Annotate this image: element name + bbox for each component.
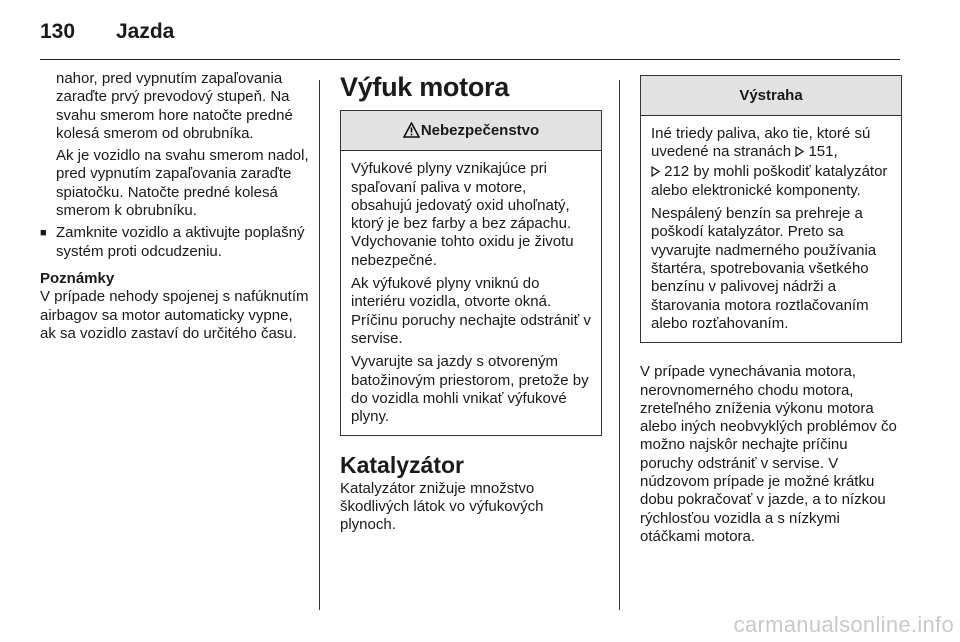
danger-box-title: Nebezpečenstvo <box>420 122 540 140</box>
page-reference-link[interactable]: 212 by mohli poškodiť <box>664 162 811 180</box>
warning-text: katalyzátor alebo elektronické komponenty. <box>651 162 888 199</box>
watermark: carmanualsonline.info <box>733 612 954 637</box>
warning-box <box>640 75 902 343</box>
page-reference-link[interactable]: 151, <box>808 143 838 161</box>
paragraph-downhill: Ak je vozidlo na svahu smerom nadol, pred vypnutím zapaľovania zaraďte spiatočku. Natočte predné kolesá smerom k obrubníku. <box>56 147 309 220</box>
column-divider <box>619 80 620 610</box>
warning-text: Iné triedy paliva, ako tie, ktoré sú uvedené na stranách <box>651 125 871 161</box>
column-divider <box>319 80 320 610</box>
list-item <box>40 224 310 261</box>
section-title: Výfuk motora <box>340 72 509 102</box>
note-body: V prípade nehody spojenej s nafúknutím airbagov sa motor automaticky vypne, ak sa vozidlo zastaví do určitého času. <box>40 288 309 342</box>
danger-paragraph: Vyvarujte sa jazdy s otvoreným batožinovým priestorom, pretože by do vozidla mohli vnikať výfukové plyny. <box>351 353 589 426</box>
page-header <box>40 20 900 60</box>
page-reference-arrow-icon <box>651 164 660 182</box>
danger-paragraph: Výfukové plyny vznikajúce pri spaľovaní paliva v motore, obsahujú jedovatý oxid uhoľnatý, ktorý je bez farby a bez zápachu. Vdychovanie tohto oxidu je životu nebezpečné. <box>351 160 574 269</box>
warning-paragraph <box>651 125 891 200</box>
warning-triangle-icon <box>403 114 420 153</box>
danger-box-body <box>341 151 601 435</box>
subsection-title: Katalyzátor <box>340 452 464 479</box>
warning-box-header: Výstraha <box>641 76 901 116</box>
paragraph-uphill: nahor, pred vypnutím zapaľovania zaraďte prvý prevodový stupeň. Na svahu smerom hore natočte predné kolesá smerom od obrubníka. <box>56 70 293 142</box>
warning-box-body <box>641 116 901 342</box>
chapter-title: Jazda <box>116 20 175 43</box>
page-number: 130 <box>40 20 76 43</box>
middle-column <box>340 70 602 535</box>
danger-paragraph: Ak výfukové plyny vniknú do interiéru vozidla, otvorte okná. Príčinu poruchy nechajte odstrániť v servise. <box>351 275 591 347</box>
danger-box <box>340 110 602 436</box>
warning-paragraph: Nespálený benzín sa prehreje a poškodí katalyzátor. Preto sa vyvarujte nadmerného používania štartéra, spotrebovania všetkého benzínu v palivovej nádrži a štarovania motora roztlačovaním alebo rozťahovaním. <box>651 205 877 332</box>
misfire-paragraph: V prípade vynechávania motora, nerovnomerného chodu motora, zreteľného zníženia výkonu motora alebo iných neobvyklých problémov čo možno najskôr nechajte príčinu poruchy odstrániť v servise. V núdzovom prípade je možné krátku dobu pokračovať v jazde, a to nízkou rýchlosťou vozidla a s nízkymi otáčkami motora. <box>640 363 897 545</box>
right-column <box>640 70 902 546</box>
left-column <box>40 70 310 343</box>
bullet-square-icon: ■ <box>40 227 47 240</box>
danger-box-header <box>341 111 601 151</box>
note-title: Poznámky <box>40 269 115 287</box>
header-rule <box>40 59 900 60</box>
catalyst-paragraph: Katalyzátor znižuje množstvo škodlivých látok vo výfukových plynoch. <box>340 479 544 534</box>
bullet-text: Zamknite vozidlo a aktivujte poplašný systém proti odcudzeniu. <box>56 224 305 260</box>
page-reference-arrow-icon <box>795 144 804 162</box>
